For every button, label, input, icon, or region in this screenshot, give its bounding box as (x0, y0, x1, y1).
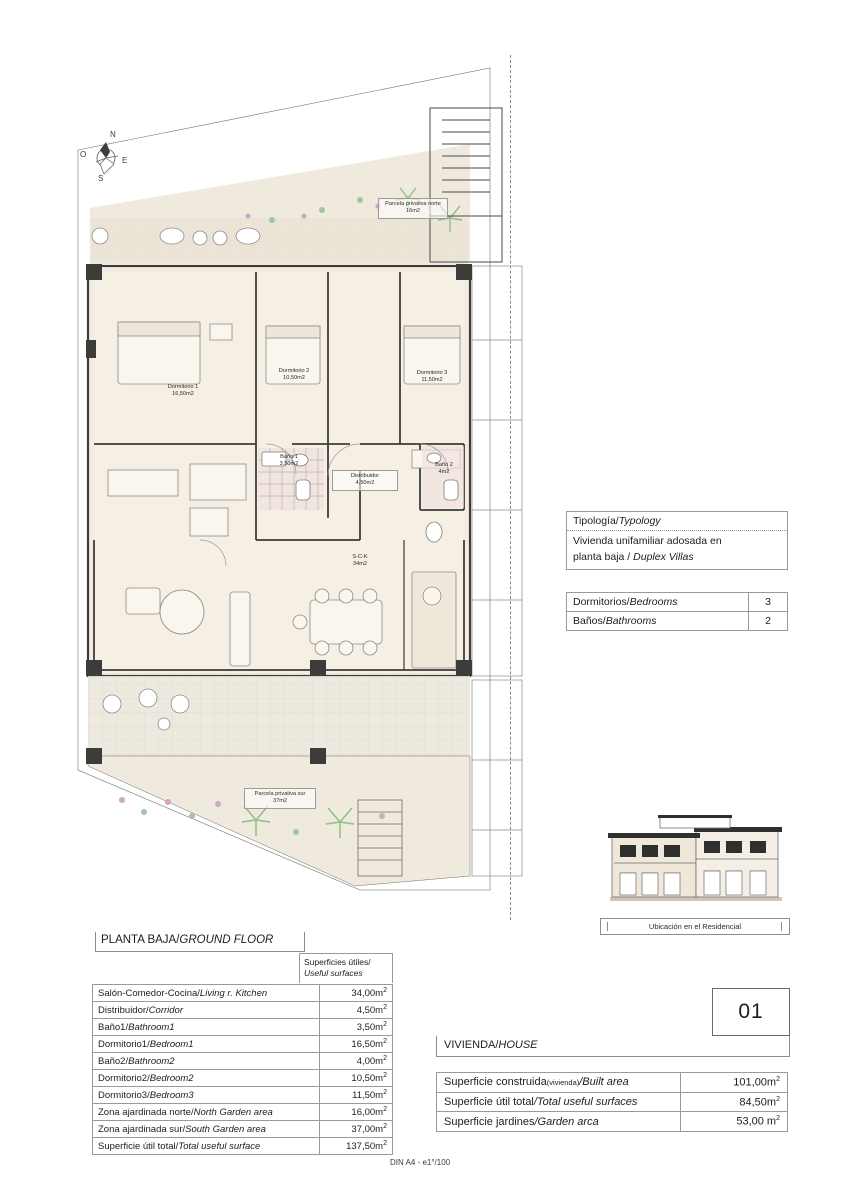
surface-unit: 2 (383, 1020, 387, 1028)
surface-label-es: Superficie útil total/ (98, 1140, 179, 1152)
surface-unit: 2 (383, 1122, 387, 1130)
room-label-bano-2 (422, 462, 466, 477)
bathrooms-label-es: Baños/ (573, 615, 606, 627)
room-label-dormitorio-3 (398, 370, 466, 385)
table-row (93, 1036, 393, 1053)
surface-label-es: Dormitorio3/ (98, 1089, 150, 1101)
room-label-parcela-norte (378, 198, 448, 219)
summary-row (437, 1073, 788, 1093)
room-area: 16m2 (406, 208, 420, 215)
surface-value: 16,00m (351, 1107, 384, 1119)
compass-o-label: O (80, 150, 87, 159)
surface-value: 3,50m (356, 1022, 384, 1034)
room-name: Distribuidor (350, 473, 380, 479)
room-name: S-C-K (352, 554, 368, 560)
vivienda-label-es: VIVIENDA/ (444, 1039, 499, 1051)
surface-label-en: North Garden area (193, 1106, 273, 1118)
surface-label-es: Distribuidor/ (98, 1004, 149, 1016)
surface-unit: 2 (383, 1003, 387, 1011)
summary-surface-table (436, 1072, 788, 1132)
surface-value: 4,00m (356, 1056, 384, 1068)
room-label-salon-comedor-cocina (332, 554, 388, 569)
typology-label-es: Tipología/ (573, 515, 619, 527)
surface-label-en: Bathroom1 (128, 1021, 175, 1033)
surface-label-es: Baño2/ (98, 1055, 129, 1067)
room-label-dormitorio-1 (138, 384, 228, 399)
surface-label-en: Bedroom1 (149, 1038, 194, 1050)
room-area: 4m2 (438, 469, 450, 476)
summary-row (437, 1092, 788, 1112)
bedrooms-row (567, 593, 788, 612)
unit-number: 01 (738, 1000, 764, 1023)
surface-label-es: Zona ajardinada norte/ (98, 1106, 194, 1118)
table-row (93, 985, 393, 1002)
surface-value: 4,50m (356, 1005, 384, 1017)
surface-unit: 2 (383, 1105, 387, 1113)
surface-label-en: Bathroom2 (128, 1055, 175, 1067)
typology-value-line2: planta baja / (573, 550, 634, 563)
bedrooms-label-es: Dormitorios/ (573, 596, 630, 608)
table-row (93, 1104, 393, 1121)
surface-label-en: Living r. Kitchen (199, 987, 268, 999)
surface-value: 37,00m (351, 1124, 384, 1136)
table-row-total (93, 1138, 393, 1155)
summary-row (437, 1112, 788, 1132)
bathrooms-value: 2 (749, 612, 788, 631)
room-name: Baño 2 (435, 462, 453, 468)
location-bar (600, 918, 790, 935)
surface-value: 11,50m (352, 1090, 384, 1102)
vivienda-title-bar (436, 1036, 790, 1057)
location-bar-text: Ubicación en el Residencial (648, 922, 742, 931)
compass-e-label: E (122, 156, 128, 165)
room-name: Dormitorio 1 (167, 384, 199, 390)
room-label-dormitorio-2 (258, 368, 330, 383)
useful-area-unit: 2 (776, 1095, 780, 1103)
bedrooms-label-en: Bedrooms (629, 596, 678, 608)
section-cut-line (510, 55, 511, 920)
room-name: Parcela privativa sur (254, 791, 306, 797)
surface-label-es: Baño1/ (98, 1021, 129, 1033)
table-row (93, 1019, 393, 1036)
surface-unit: 2 (383, 986, 387, 994)
useful-area-value: 84,50m (739, 1096, 777, 1109)
surface-label-en: Bedroom2 (149, 1072, 194, 1084)
surfaces-header-en: Useful surfaces (304, 968, 363, 979)
garden-area-value: 53,00 m (736, 1115, 777, 1128)
surface-unit: 2 (383, 1071, 387, 1079)
surface-value: 16,50m (351, 1039, 384, 1051)
bathrooms-label-en: Bathrooms (605, 615, 657, 627)
table-row (93, 1053, 393, 1070)
room-area: 34m2 (353, 561, 367, 568)
surfaces-header-es: Superficies útiles/ (304, 957, 371, 967)
room-label-bano-1 (260, 454, 318, 469)
room-area: 11,50m2 (421, 377, 443, 384)
table-row (93, 1002, 393, 1019)
scale-note: DIN A4 - e1°/100 (390, 1158, 451, 1167)
surface-label-en: Corridor (148, 1004, 183, 1016)
room-name: Parcela privativa norte (385, 201, 441, 207)
built-area-unit: 2 (776, 1076, 780, 1083)
surface-value: 34,00m (351, 988, 384, 1000)
surface-label-en: Bedroom3 (149, 1089, 194, 1101)
typology-value-row (567, 531, 788, 570)
bathrooms-row (567, 612, 788, 631)
surface-label-en: South Garden area (185, 1123, 266, 1135)
typology-value-line2-en: Duplex Villas (633, 550, 694, 563)
vivienda-label-en: HOUSE (498, 1039, 538, 1051)
room-area: 4,50m2 (355, 480, 375, 487)
floor-title-es: PLANTA BAJA/ (101, 934, 180, 946)
surface-label-es: Salón-Comedor-Cocina/ (98, 987, 200, 999)
surface-label-en: Total useful surface (178, 1140, 261, 1152)
room-label-distribuidor (332, 470, 398, 491)
surface-unit: 2 (383, 1088, 387, 1096)
surface-unit: 2 (383, 1139, 387, 1147)
room-name: Dormitorio 3 (416, 370, 448, 376)
built-area-label-en: /Built area (579, 1076, 629, 1089)
room-area: 16,50m2 (172, 391, 194, 398)
table-row (93, 1070, 393, 1087)
floor-title-bar (95, 932, 305, 952)
compass-n-label: N (110, 130, 116, 139)
room-name: Dormitorio 2 (278, 368, 310, 374)
surface-value: 10,50m (351, 1073, 384, 1085)
surface-unit: 2 (383, 1054, 387, 1062)
typology-value-line1: Vivienda unifamiliar adosada en (573, 535, 722, 547)
surface-unit: 2 (383, 1037, 387, 1045)
room-label-parcela-sur (244, 788, 316, 809)
floor-title-en: GROUND FLOOR (179, 934, 274, 946)
bedrooms-value: 3 (749, 593, 788, 612)
typology-table (566, 511, 788, 570)
compass-rose (80, 130, 136, 186)
compass-s-label: S (98, 174, 104, 183)
room-name: Baño 1 (280, 454, 298, 460)
surface-label-es: Dormitorio2/ (98, 1072, 150, 1084)
room-area: 37m2 (273, 798, 287, 805)
room-area: 10,50m2 (283, 375, 305, 382)
garden-area-unit: 2 (776, 1115, 780, 1123)
built-area-value: 101,00m (733, 1076, 777, 1089)
surfaces-table-header (299, 953, 393, 983)
unit-number-box (712, 988, 790, 1036)
room-count-table (566, 592, 788, 631)
table-row (93, 1121, 393, 1138)
surface-value: 137,50m (346, 1141, 384, 1153)
useful-area-label-en: /Total useful surfaces (533, 1095, 638, 1108)
garden-area-label-en: /Garden arca (534, 1115, 599, 1128)
surfaces-table (92, 984, 393, 1155)
typology-label-en: Typology (618, 515, 661, 527)
built-area-label-small: (vivienda) (546, 1078, 580, 1088)
building-elevation-drawing (600, 795, 790, 905)
useful-area-label-es: Superficie útil total (444, 1095, 534, 1108)
typology-header-row (567, 512, 788, 531)
table-row (93, 1087, 393, 1104)
surface-label-es: Zona ajardinada sur/ (98, 1123, 186, 1135)
built-area-label-es: Superficie construida (444, 1076, 547, 1089)
room-area: 3,50m2 (279, 461, 299, 468)
garden-area-label-es: Superficie jardines (444, 1115, 535, 1128)
surface-label-es: Dormitorio1/ (98, 1038, 150, 1050)
